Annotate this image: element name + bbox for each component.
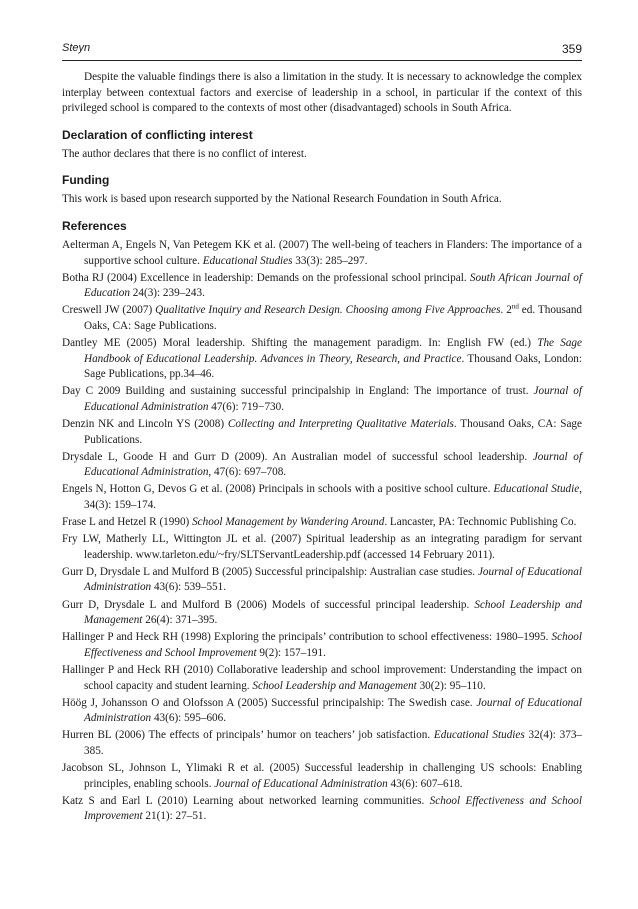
reference-text: Fry LW, Matherly LL, Wittington JL et al. (2007) Spiritual leadership as an integrating paradigm for servant leadership. www.tarleton.edu/~fry/SLTServantLeadership.pdf (accessed 14 February 2011).: [62, 533, 582, 561]
funding-heading: Funding: [62, 173, 110, 188]
intro-paragraph: Despite the valuable findings there is also a limitation in the study. It is necessary to acknowledge the complex interplay between contextual factors and exercise of leadership in a school, in particular if the context of this privileged school is compared to the contexts of most other (disadvantaged) schools in South Africa.: [62, 71, 582, 115]
reference-source: School Effectiveness and School Improvement: [84, 631, 582, 659]
reference-item: [62, 417, 582, 448]
reference-text: Denzin NK and Lincoln YS (2008): [62, 418, 228, 430]
reference-details: . Lancaster, PA: Technomic Publishing Co.: [384, 516, 577, 529]
reference-item: [62, 630, 582, 661]
reference-details: , 47(6): 697–708.: [208, 466, 287, 479]
reference-details: . Thousand Oaks, CA: Sage Publications.: [84, 418, 582, 446]
reference-text: Aelterman A, Engels N, Van Petegem KK et al. (2007) The well-being of teachers in Flanders: The importance of a supportive school culture.: [62, 238, 582, 267]
reference-text: Gurr D, Drysdale L and Mulford B (2006) Models of successful principal leadership.: [62, 598, 475, 611]
reference-text: Hallinger P and Heck RH (2010) Collaborative leadership and school improvement: Understanding the impact on school capacity and student learning.: [62, 663, 582, 692]
references-heading: References: [62, 218, 127, 233]
reference-item: [62, 532, 582, 563]
reference-text: Day C 2009 Building and sustaining successful principalship in England: The importance of trust.: [62, 385, 534, 398]
reference-source: Educational Studie: [493, 483, 580, 496]
reference-source: Qualitative Inquiry and Research Design. Choosing among Five Approaches: [155, 304, 501, 317]
reference-details: , 34(3): 159–174.: [84, 483, 582, 511]
reference-item: [62, 794, 582, 825]
reference-source: Collecting and Interpreting Qualitative Materials: [227, 418, 454, 430]
reference-source: The Sage Handbook of Educational Leadership. Advances in Theory, Research, and Practice: [84, 337, 582, 365]
reference-item: [62, 696, 582, 727]
reference-item: [62, 336, 582, 383]
reference-item: [62, 663, 582, 694]
reference-details: 24(3): 239–243.: [130, 287, 205, 300]
reference-item: [62, 271, 582, 302]
reference-item: [62, 384, 582, 415]
reference-item: [62, 303, 582, 334]
reference-details: 30(2): 95–110.: [416, 679, 486, 692]
reference-details: 47(6): 719−730.: [208, 400, 285, 413]
reference-source: School Leadership and Management: [252, 679, 417, 692]
reference-item: [62, 482, 582, 513]
reference-details: 43(6): 595–606.: [151, 712, 227, 725]
reference-details: . 2: [500, 304, 512, 317]
running-header: [62, 42, 582, 58]
reference-details: 32(4): 373–385.: [84, 729, 583, 757]
reference-text: Hurren BL (2006) The effects of principals’ humor on teachers’ job satisfaction.: [62, 729, 434, 742]
reference-item: [62, 761, 582, 792]
header-rule: [62, 60, 582, 61]
reference-source: School Management by Wandering Around: [192, 516, 385, 529]
header-author: Steyn: [62, 42, 91, 54]
conflict-heading: Declaration of conflicting interest: [62, 127, 253, 142]
reference-source: Journal of Educational Administration: [84, 450, 582, 479]
reference-superscript: nd: [511, 302, 519, 311]
reference-details-cont: ed. Thousand Oaks, CA: Sage Publications.: [84, 304, 583, 332]
reference-text: Frase L and Hetzel R (1990): [62, 516, 193, 529]
reference-source: Journal of Educational Administration: [84, 696, 582, 725]
reference-source: Journal of Educational Administration: [84, 385, 582, 413]
reference-details: 43(6): 539–551.: [151, 581, 227, 594]
reference-text: Creswell JW (2007): [62, 304, 156, 317]
reference-text: Höög J, Johansson O and Olofsson A (2005) Successful principalship: The Swedish case.: [62, 696, 477, 709]
conflict-text: The author declares that there is no conflict of interest.: [62, 147, 307, 160]
reference-details: . Thousand Oaks, London: Sage Publications, pp.34–46.: [84, 352, 582, 381]
reference-item: [62, 598, 582, 629]
reference-details: 33(3): 285–297.: [292, 254, 368, 267]
reference-text: Jacobson SL, Johnson L, Ylimaki R et al. (2005) Successful leadership in challenging US schools: Enabling principles, enabling schools.: [62, 761, 582, 790]
reference-details: 26(4): 371–395.: [142, 614, 218, 627]
reference-text: Gurr D, Drysdale L and Mulford B (2005) Successful principalship: Australian case studies.: [62, 565, 478, 578]
reference-source: South African Journal of Education: [84, 271, 582, 300]
reference-source: Journal of Educational Administration: [214, 777, 388, 790]
reference-item: [62, 515, 582, 531]
reference-item: [62, 450, 582, 481]
reference-item: [62, 238, 582, 269]
reference-source: Educational Studies: [433, 729, 525, 742]
reference-text: Engels N, Hotton G, Devos G et al. (2008) Principals in schools with a positive school culture.: [62, 483, 494, 496]
reference-source: School Effectiveness and School Improvement: [84, 794, 582, 823]
page-content: [62, 70, 582, 826]
reference-text: Botha RJ (2004) Excellence in leadership: Demands on the professional school principal.: [62, 271, 470, 284]
reference-details: 21(1): 27–51.: [142, 810, 207, 823]
reference-source: Journal of Educational Administration: [84, 565, 582, 594]
reference-item: [62, 728, 582, 759]
page-number: 359: [561, 42, 582, 56]
reference-text: Drysdale L, Goode H and Gurr D (2009). An Australian model of successful school leadership.: [62, 450, 533, 463]
reference-details: 43(6): 607–618.: [387, 777, 463, 790]
reference-text: Dantley ME (2005) Moral leadership. Shifting the management paradigm. In: English FW (ed.): [62, 337, 538, 350]
funding-text: This work is based upon research supported by the National Research Foundation in South Africa.: [62, 193, 502, 206]
reference-item: [62, 565, 582, 596]
reference-source: Educational Studies: [202, 254, 293, 267]
reference-source: School Leadership and Management: [84, 598, 582, 627]
reference-list: [62, 238, 582, 825]
reference-text: Hallinger P and Heck RH (1998) Exploring the principals’ contribution to school effectiveness: 1980–1995.: [62, 631, 552, 644]
reference-text: Katz S and Earl L (2010) Learning about networked learning communities.: [62, 794, 430, 807]
reference-details: 9(2): 157–191.: [256, 646, 326, 659]
